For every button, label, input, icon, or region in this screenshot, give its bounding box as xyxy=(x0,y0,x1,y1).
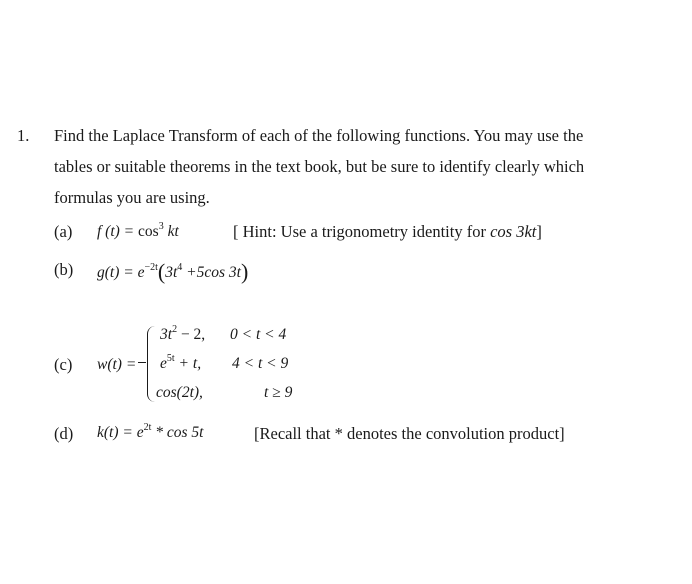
part-a-hint-math: cos 3kt xyxy=(490,222,537,241)
part-a-label: (a) xyxy=(54,222,73,241)
part-a-func: cos xyxy=(138,223,159,240)
part-c-case-3-expr xyxy=(156,384,203,402)
part-d-formula xyxy=(97,424,203,442)
part-d-base: e xyxy=(136,424,144,441)
part-a-formula xyxy=(97,223,179,241)
part-a-hint-suffix: ] xyxy=(536,222,542,241)
part-c-case-1-expr xyxy=(160,326,205,344)
part-c-case-1-cond xyxy=(230,326,286,344)
part-c-case-2-base: e xyxy=(160,355,167,372)
intro-line-1: Find the Laplace Transform of each of the following functions. You may use the xyxy=(54,126,584,145)
part-d-lhs: k(t) = xyxy=(97,424,133,441)
part-b-term1-exp: 4 xyxy=(177,262,183,273)
part-b-close-paren: ) xyxy=(240,259,249,284)
part-b-base: e xyxy=(137,264,145,281)
part-c-lhs-text: w(t) = xyxy=(97,356,137,373)
part-b-term1: 3t xyxy=(165,264,178,281)
part-c-lhs xyxy=(97,356,136,374)
part-c-case-3-cond-text: t ≥ 9 xyxy=(264,384,293,401)
part-a-exp: 3 xyxy=(158,221,164,232)
part-b-open-paren: ( xyxy=(157,259,166,284)
part-a-hint xyxy=(233,222,542,242)
part-c-case-1-cond-text: 0 < t < 4 xyxy=(230,326,287,343)
part-a-hint-prefix: [ Hint: Use a trigonometry identity for xyxy=(233,222,486,241)
part-c-label: (c) xyxy=(54,355,73,374)
part-c-case-1-base: 3t xyxy=(160,326,173,343)
part-c-case-2-exp: 5t xyxy=(166,353,175,364)
part-b-label: (b) xyxy=(54,260,74,279)
part-b-lhs: g(t) = xyxy=(97,264,134,281)
part-b-formula xyxy=(97,259,248,285)
part-c-case-3-base: cos(2t), xyxy=(156,384,203,401)
part-c-case-2-cond xyxy=(232,355,288,373)
part-a-arg: kt xyxy=(167,223,179,240)
part-a-lhs: f (t) = xyxy=(97,223,135,240)
part-c-case-2-rest: + t, xyxy=(174,355,202,372)
part-d-exp: 2t xyxy=(143,422,152,433)
part-c-case-2-cond-text: 4 < t < 9 xyxy=(232,355,289,372)
problem-number: 1. xyxy=(17,126,30,145)
part-d-note: [Recall that * denotes the convolution product] xyxy=(254,424,565,443)
part-b-rest: +5cos 3t xyxy=(186,264,241,281)
part-d-rest: * cos 5t xyxy=(151,424,204,441)
part-b-exp: −2t xyxy=(144,262,158,273)
part-c-case-1-exp: 2 xyxy=(172,324,178,335)
intro-line-2: tables or suitable theorems in the text book, but be sure to identify clearly which xyxy=(54,157,585,176)
intro-line-3: formulas you are using. xyxy=(54,188,210,207)
part-c-case-1-rest: − 2, xyxy=(177,326,206,343)
part-d-label: (d) xyxy=(54,424,74,443)
part-c-case-2-expr xyxy=(160,355,201,373)
part-c-case-3-cond xyxy=(264,384,292,402)
